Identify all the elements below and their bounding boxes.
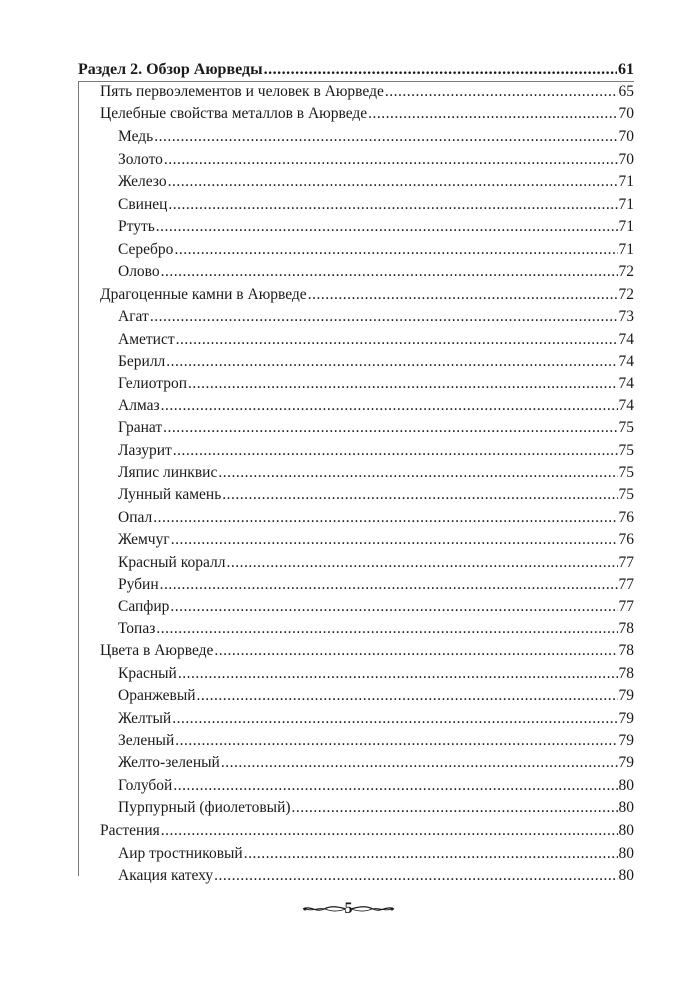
toc-entry-page: 78 (618, 665, 634, 682)
toc-entry-title: Пять первоэлементов и человек в Аюрведе (100, 83, 384, 100)
toc-entry-page: 74 (618, 331, 634, 348)
toc-entry[interactable] (118, 330, 634, 350)
toc-entry-title: Железо (118, 173, 167, 190)
toc-entry-title: Медь (118, 128, 154, 145)
toc-entry[interactable] (118, 866, 634, 886)
toc-entry-title: Опал (118, 509, 153, 526)
toc-entry-page: 75 (618, 442, 634, 459)
toc-entry-title: Ртуть (118, 218, 155, 235)
toc-entry[interactable] (118, 753, 634, 773)
toc-entry-page: 71 (618, 196, 634, 213)
toc-entry-page: 65 (618, 83, 634, 100)
toc-entry-title: Зеленый (118, 732, 175, 749)
toc-entry[interactable] (118, 262, 634, 282)
toc-entry-title: Растения (100, 822, 160, 839)
toc-entry[interactable] (118, 195, 634, 215)
toc-entry-page: 71 (618, 241, 634, 258)
toc-entry-title: Оранжевый (118, 687, 196, 704)
toc-entry[interactable] (118, 597, 634, 617)
toc-entry-page: 61 (618, 61, 634, 78)
dot-leader (222, 485, 617, 505)
toc-entry-title: Берилл (118, 353, 166, 370)
toc-entry[interactable] (118, 709, 634, 729)
toc-entry-title: Агат (118, 308, 149, 325)
toc-entry[interactable] (118, 798, 634, 818)
toc-entry-title: Красный (118, 665, 177, 682)
toc-entry-page: 73 (618, 308, 634, 325)
dot-leader (164, 150, 618, 170)
toc-entry-title: Жемчуг (118, 531, 170, 548)
toc-entry-page: 76 (618, 509, 634, 526)
toc-entry[interactable] (118, 553, 634, 573)
dot-leader (163, 418, 617, 438)
dot-leader (154, 127, 617, 147)
toc-entry-title: Желто-зеленый (118, 754, 220, 771)
toc-entry-title: Лазурит (118, 442, 172, 459)
toc-entry[interactable] (118, 240, 634, 260)
toc-entry[interactable] (100, 641, 634, 661)
dot-leader (292, 798, 618, 818)
toc-entry-title: Свинец (118, 196, 168, 213)
dot-leader (173, 776, 617, 796)
toc-entry[interactable] (118, 374, 634, 394)
dot-leader (173, 441, 618, 461)
dot-leader (214, 641, 617, 661)
toc-entry-title: Сапфир (118, 598, 170, 615)
toc-entry[interactable] (100, 82, 634, 102)
toc-entry-page: 75 (618, 486, 634, 503)
dot-leader (226, 553, 617, 573)
toc-entry[interactable] (118, 844, 634, 864)
toc-entry-page: 70 (618, 128, 634, 145)
toc-entry[interactable] (118, 441, 634, 461)
toc-entry-title: Цвета в Аюрведе (100, 642, 214, 659)
dot-leader (221, 753, 618, 773)
toc-entry-page: 71 (618, 173, 634, 190)
scroll-ornament-left-icon (302, 904, 348, 914)
toc-entry-page: 80 (618, 822, 634, 839)
toc-entry-page: 80 (618, 867, 634, 884)
toc-entry-page: 74 (618, 353, 634, 370)
dot-leader (244, 844, 618, 864)
toc-entry[interactable] (118, 418, 634, 438)
toc-entry-page: 80 (618, 777, 634, 794)
toc-entry-page: 72 (618, 286, 634, 303)
toc-entry-page: 75 (618, 419, 634, 436)
dot-leader (156, 619, 617, 639)
toc-entry[interactable] (118, 127, 634, 147)
toc-entry[interactable] (78, 60, 634, 80)
dot-leader (161, 262, 618, 282)
toc-entry-page: 70 (618, 151, 634, 168)
toc-entry[interactable] (100, 285, 634, 305)
toc-entry-title: Драгоценные камни в Аюрведе (100, 286, 307, 303)
toc-entry-page: 78 (618, 620, 634, 637)
toc-entry-title: Золото (118, 151, 163, 168)
toc-entry[interactable] (118, 150, 634, 170)
dot-leader (172, 709, 617, 729)
toc-entry-title: Алмаз (118, 397, 160, 414)
toc-entry-page: 72 (618, 263, 634, 280)
toc-entry-title: Рубин (118, 576, 159, 593)
dot-leader (150, 307, 618, 327)
dot-leader (176, 330, 618, 350)
page-number: 5 (344, 900, 353, 917)
toc-entry-page: 79 (618, 710, 634, 727)
toc-entry-page: 80 (618, 799, 634, 816)
dot-leader (214, 866, 617, 886)
dot-leader (385, 82, 618, 102)
dot-leader (218, 463, 617, 483)
toc-entry[interactable] (118, 530, 634, 550)
page-footer (0, 900, 697, 918)
toc-entry-page: 77 (618, 554, 634, 571)
dot-leader (197, 686, 618, 706)
toc-entry-title: Желтый (118, 710, 172, 727)
toc-entry-page: 70 (618, 105, 634, 122)
dot-leader (153, 508, 617, 528)
toc-entry-page: 77 (618, 598, 634, 615)
toc-entry[interactable] (118, 172, 634, 192)
toc-entry-title: Топаз (118, 620, 156, 637)
toc-entry-page: 74 (618, 397, 634, 414)
dot-leader (308, 285, 618, 305)
toc-left-rule (78, 81, 79, 876)
toc-entry-page: 80 (618, 845, 634, 862)
toc-entry[interactable] (118, 664, 634, 684)
toc-entry[interactable] (100, 821, 634, 841)
dot-leader (168, 195, 617, 215)
toc-entry-title: Гелиотроп (118, 375, 187, 392)
toc-entry-page: 71 (618, 218, 634, 235)
toc-entry[interactable] (118, 508, 634, 528)
toc-entry-title: Акация катеху (118, 867, 214, 884)
dot-leader (175, 731, 617, 751)
dot-leader (174, 240, 617, 260)
toc-entry[interactable] (118, 575, 634, 595)
dot-leader (368, 104, 617, 124)
toc-entry-page: 74 (618, 375, 634, 392)
toc-entry-title: Пурпурный (фиолетовый) (118, 799, 291, 816)
toc-entry[interactable] (118, 485, 634, 505)
dot-leader (156, 217, 618, 237)
toc-entry-title: Раздел 2. Обзор Аюрведы (78, 61, 263, 78)
toc-entry-title: Гранат (118, 419, 163, 436)
toc-entry[interactable] (118, 307, 634, 327)
dot-leader (161, 396, 618, 416)
toc-entry-page: 79 (618, 754, 634, 771)
dot-leader (160, 575, 618, 595)
scroll-ornament-right-icon (349, 904, 395, 914)
dot-leader (161, 821, 618, 841)
toc-entry-title: Серебро (118, 241, 174, 258)
toc-entry-title: Голубой (118, 777, 173, 794)
dot-leader (168, 172, 618, 192)
toc-entry-page: 79 (618, 687, 634, 704)
dot-leader (188, 374, 618, 394)
toc-entry[interactable] (118, 619, 634, 639)
toc-entry[interactable] (118, 352, 634, 372)
toc-entry[interactable] (118, 217, 634, 237)
toc-entry[interactable] (118, 686, 634, 706)
toc-entry-title: Ляпис линквис (118, 464, 218, 481)
toc-entry-page: 75 (618, 464, 634, 481)
toc-entry-page: 77 (618, 576, 634, 593)
toc-entry[interactable] (118, 776, 634, 796)
toc-entry-title: Красный коралл (118, 554, 226, 571)
toc-entry-page: 76 (618, 531, 634, 548)
dot-leader (166, 352, 617, 372)
toc-entry-title: Лунный камень (118, 486, 222, 503)
toc-entry-title: Аир тростниковый (118, 845, 243, 862)
toc-entry-page: 78 (618, 642, 634, 659)
toc-entry-title: Олово (118, 263, 160, 280)
toc-entry[interactable] (118, 396, 634, 416)
toc-entry-page: 79 (618, 732, 634, 749)
toc-entry[interactable] (118, 463, 634, 483)
dot-leader (171, 530, 618, 550)
toc-entry-title: Целебные свойства металлов в Аюрведе (100, 105, 368, 122)
dot-leader (178, 664, 618, 684)
dot-leader (264, 60, 617, 80)
toc-entry[interactable] (100, 104, 634, 124)
toc-entry[interactable] (118, 731, 634, 751)
dot-leader (170, 597, 617, 617)
toc-entry-title: Аметист (118, 331, 175, 348)
